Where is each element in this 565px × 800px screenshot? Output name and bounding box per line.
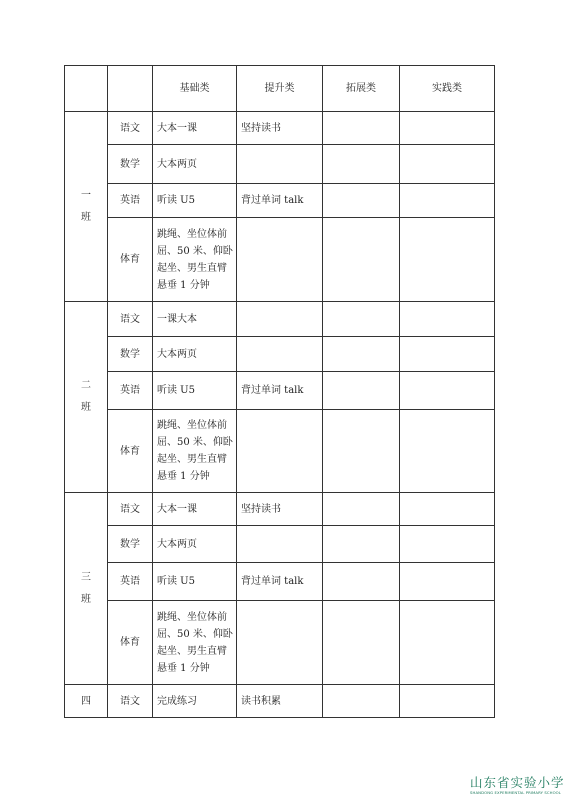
basic-cell: 完成练习 [153, 685, 237, 718]
extend-cell [323, 685, 400, 718]
improve-cell: 坚持读书 [237, 112, 323, 145]
basic-cell: 大本两页 [153, 337, 237, 372]
extend-cell [323, 563, 400, 601]
practice-cell [400, 145, 495, 184]
table-row [65, 526, 495, 563]
school-logo-english: SHANDONG EXPERIMENTAL PRIMARY SCHOOL [470, 790, 561, 795]
school-logo [470, 775, 565, 798]
improve-cell [237, 145, 323, 184]
improve-cell: 背过单词 talk [237, 563, 323, 601]
improve-cell [237, 601, 323, 685]
extend-cell [323, 493, 400, 526]
improve-cell [237, 218, 323, 302]
basic-cell: 大本两页 [153, 526, 237, 563]
class-label: 一班 [81, 189, 91, 223]
school-logo-chinese: 山东省实验小学 [470, 775, 565, 790]
practice-cell [400, 563, 495, 601]
table-row [65, 218, 495, 302]
table-row [65, 601, 495, 685]
table-row [65, 410, 495, 493]
header-practice: 实践类 [400, 66, 495, 112]
table-row [65, 184, 495, 218]
basic-cell: 听读 U5 [153, 184, 237, 218]
basic-cell: 跳绳、坐位体前屈、50 米、仰卧起坐、男生直臂悬垂 1 分钟 [153, 218, 237, 302]
basic-cell: 听读 U5 [153, 372, 237, 410]
class-cell [65, 302, 108, 493]
practice-cell [400, 302, 495, 337]
practice-cell [400, 601, 495, 685]
practice-cell [400, 218, 495, 302]
basic-cell: 大本两页 [153, 145, 237, 184]
improve-cell [237, 302, 323, 337]
extend-cell [323, 218, 400, 302]
homework-table [64, 65, 495, 718]
extend-cell [323, 526, 400, 563]
subject-cell: 数学 [108, 526, 153, 563]
extend-cell [323, 112, 400, 145]
table-row [65, 302, 495, 337]
practice-cell [400, 685, 495, 718]
improve-cell: 读书积累 [237, 685, 323, 718]
header-row [65, 66, 495, 112]
practice-cell [400, 372, 495, 410]
subject-cell: 语文 [108, 112, 153, 145]
extend-cell [323, 184, 400, 218]
subject-cell: 语文 [108, 302, 153, 337]
class-cell [65, 112, 108, 302]
subject-cell: 数学 [108, 337, 153, 372]
practice-cell [400, 493, 495, 526]
class-cell [65, 493, 108, 685]
table-row [65, 112, 495, 145]
basic-cell: 大本一课 [153, 493, 237, 526]
basic-cell: 听读 U5 [153, 563, 237, 601]
extend-cell [323, 302, 400, 337]
table-row [65, 145, 495, 184]
header-blank-subject [108, 66, 153, 112]
class-label: 二班 [81, 380, 91, 413]
header-blank-class [65, 66, 108, 112]
basic-cell: 跳绳、坐位体前屈、50 米、仰卧起坐、男生直臂悬垂 1 分钟 [153, 410, 237, 493]
table-row [65, 372, 495, 410]
extend-cell [323, 410, 400, 493]
practice-cell [400, 410, 495, 493]
improve-cell [237, 337, 323, 372]
practice-cell [400, 526, 495, 563]
subject-cell: 英语 [108, 184, 153, 218]
class-cell [65, 685, 108, 718]
subject-cell: 英语 [108, 563, 153, 601]
subject-cell: 数学 [108, 145, 153, 184]
improve-cell: 背过单词 talk [237, 372, 323, 410]
basic-cell: 大本一课 [153, 112, 237, 145]
header-basic: 基础类 [153, 66, 237, 112]
table-row [65, 337, 495, 372]
subject-cell: 语文 [108, 685, 153, 718]
subject-cell: 体育 [108, 601, 153, 685]
basic-cell: 跳绳、坐位体前屈、50 米、仰卧起坐、男生直臂悬垂 1 分钟 [153, 601, 237, 685]
class-label: 三班 [81, 571, 91, 605]
improve-cell [237, 526, 323, 563]
improve-cell: 背过单词 talk [237, 184, 323, 218]
header-improve: 提升类 [237, 66, 323, 112]
subject-cell: 体育 [108, 410, 153, 493]
extend-cell [323, 601, 400, 685]
table-row [65, 563, 495, 601]
basic-cell: 一课大本 [153, 302, 237, 337]
subject-cell: 体育 [108, 218, 153, 302]
class-label: 四 [81, 695, 91, 707]
improve-cell: 坚持读书 [237, 493, 323, 526]
practice-cell [400, 184, 495, 218]
extend-cell [323, 145, 400, 184]
practice-cell [400, 337, 495, 372]
header-extend: 拓展类 [323, 66, 400, 112]
extend-cell [323, 372, 400, 410]
subject-cell: 英语 [108, 372, 153, 410]
table-row [65, 493, 495, 526]
subject-cell: 语文 [108, 493, 153, 526]
table-row [65, 685, 495, 718]
improve-cell [237, 410, 323, 493]
extend-cell [323, 337, 400, 372]
practice-cell [400, 112, 495, 145]
